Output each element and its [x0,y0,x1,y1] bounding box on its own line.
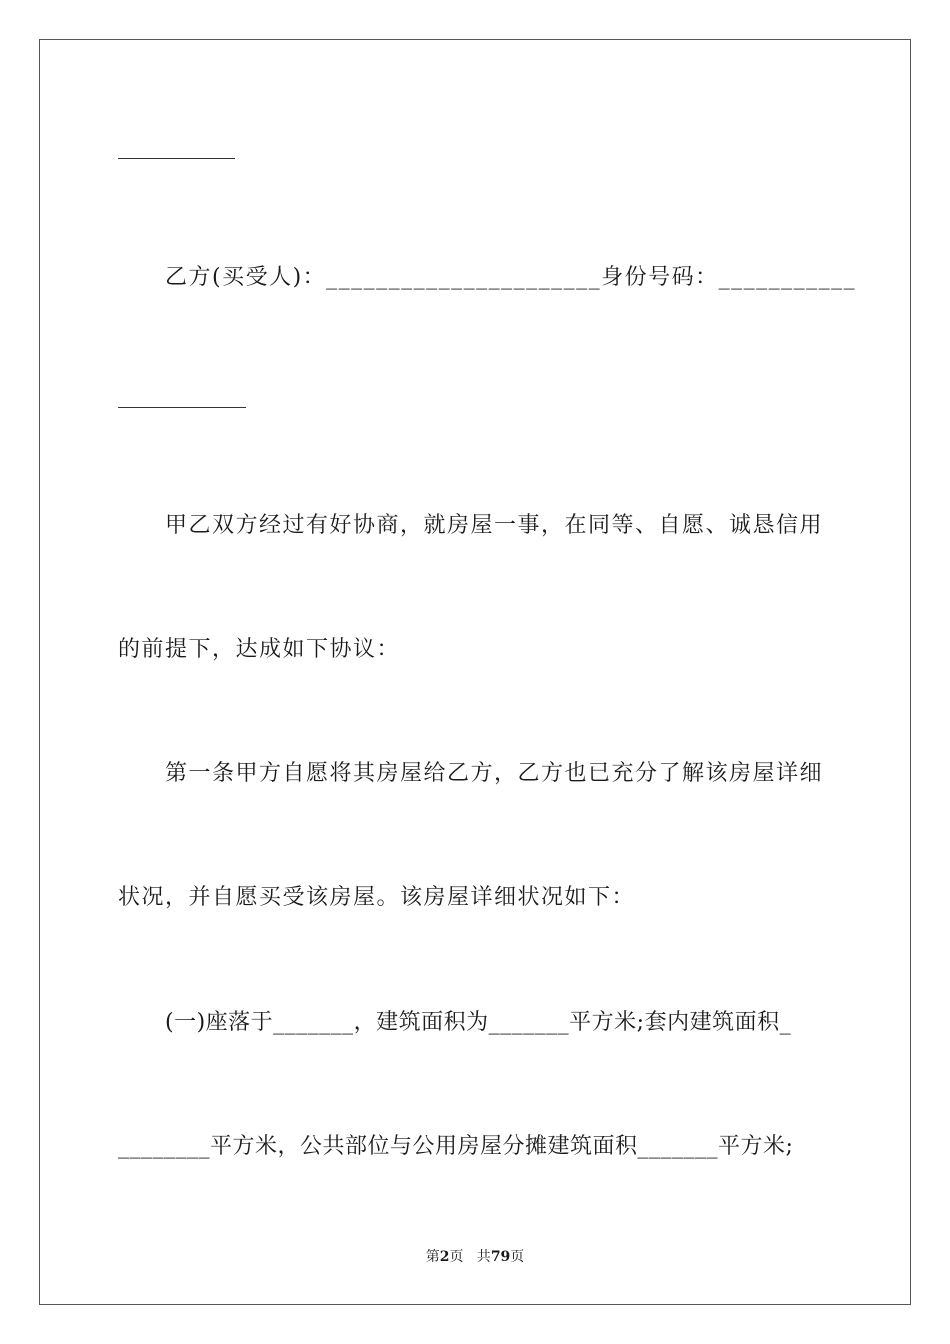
paragraph-line: 第一条甲方自愿将其房屋给乙方，乙方也已充分了解该房屋详细 [165,761,824,786]
paragraph-line: 甲乙双方经过有好协商，就房屋一事，在同等、自愿、诚恳信用 [165,513,824,538]
page-border [39,39,911,1305]
paragraph-line: ________平方米，公共部位与公用房屋分摊建筑面积_______平方米; [118,1134,794,1159]
footer-mid: 页 共 [449,1249,491,1265]
footer-prefix: 第 [425,1249,440,1265]
paragraph-line: 的前提下，达成如下协议： [118,637,401,662]
blank-underline-id [118,407,246,408]
footer-page-number: 2 [439,1249,450,1265]
paragraph-line: 状况，并自愿买受该房屋。该房屋详细状况如下： [118,885,636,910]
footer-suffix: 页 [510,1249,525,1265]
page-footer [0,1247,950,1267]
blank-underline-top [118,158,235,159]
footer-total-pages: 79 [490,1249,511,1265]
paragraph-line: (一)座落于_______，建筑面积为_______平方米;套内建筑面积_ [165,1010,792,1035]
buyer-line: 乙方(买受人)：______________________身份号码：___________ [165,265,857,290]
